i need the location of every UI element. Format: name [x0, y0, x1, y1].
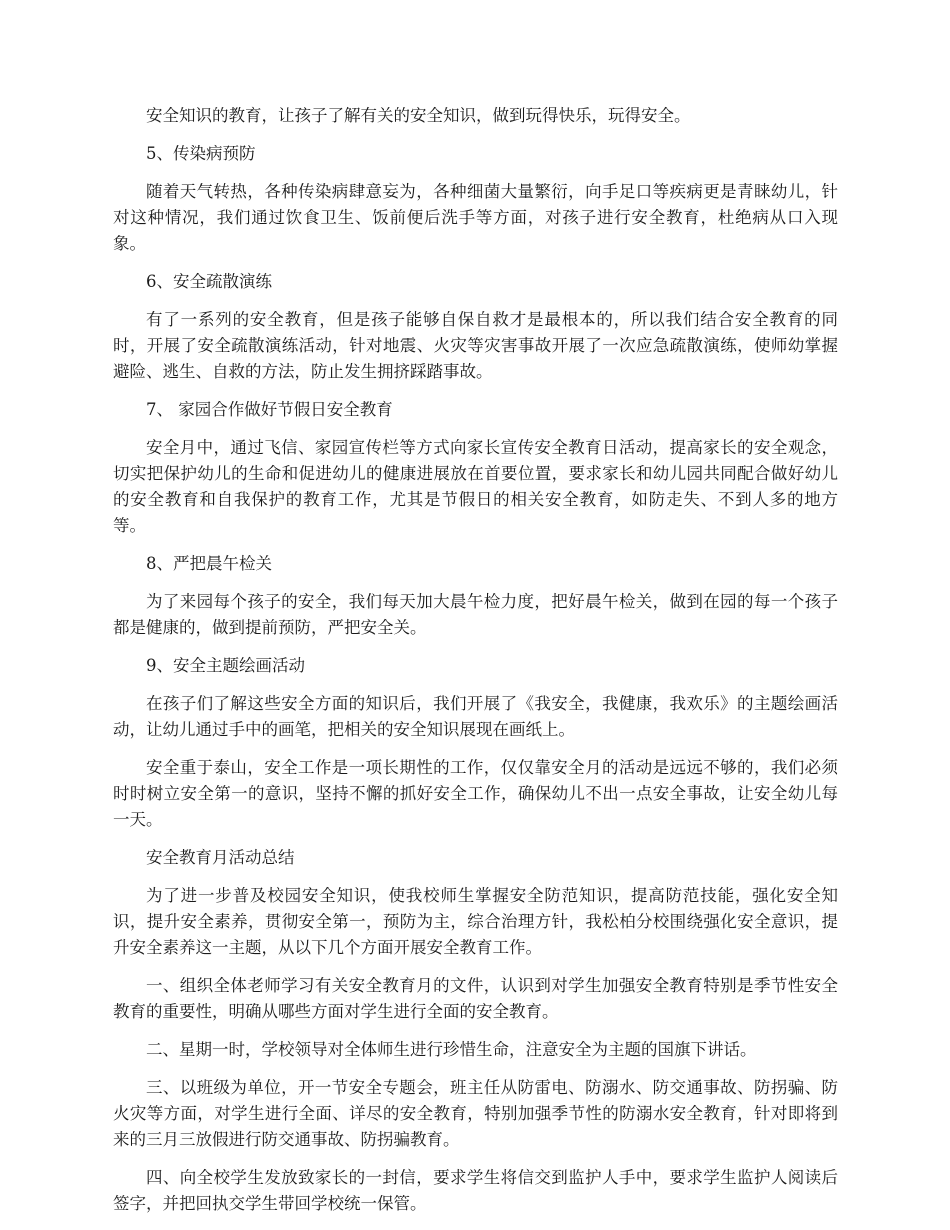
section-heading: 9、安全主题绘画活动 — [146, 656, 305, 675]
paragraph: 为了进一步普及校园安全知识，使我校师生掌握安全防范知识，提高防范技能，强化安全知识，提升安全素养，贯彻安全第一，预防为主，综合治理方针，我松柏分校围绕强化安全意识，提升安全素养这一主题，从以下几个方面开展安全教育工作。 — [113, 886, 838, 957]
section-heading: 8、严把晨午检关 — [146, 554, 272, 573]
paragraph: 三、以班级为单位，开一节安全专题会，班主任从防雷电、防溺水、防交通事故、防拐骗、防火灾等方面，对学生进行全面、详尽的安全教育，特别加强季节性的防溺水安全教育，针对即将到来的三月三放假进行防交通事故、防拐骗教育。 — [113, 1078, 838, 1149]
paragraph: 在孩子们了解这些安全方面的知识后，我们开展了《我安全，我健康，我欢乐》的主题绘画活动，让幼儿通过手中的画笔，把相关的安全知识展现在画纸上。 — [113, 694, 838, 739]
section-heading: 7、 家园合作做好节假日安全教育 — [146, 400, 393, 419]
paragraph: 四、向全校学生发放致家长的一封信，要求学生将信交到监护人手中，要求学生监护人阅读后签字，并把回执交学生带回学校统一保管。 — [113, 1168, 838, 1213]
paragraph: 为了来园每个孩子的安全，我们每天加大晨午检力度，把好晨午检关，做到在园的每一个孩子都是健康的，做到提前预防，严把安全关。 — [113, 592, 838, 637]
section-heading: 5、传染病预防 — [146, 144, 256, 163]
section-heading: 6、安全疏散演练 — [146, 272, 272, 291]
paragraph: 随着天气转热，各种传染病肆意妄为，各种细菌大量繁衍，向手足口等疾病更是青睐幼儿，针对这种情况，我们通过饮食卫生、饭前便后洗手等方面，对孩子进行安全教育，杜绝病从口入现象。 — [113, 182, 838, 253]
paragraph: 安全知识的教育，让孩子了解有关的安全知识，做到玩得快乐，玩得安全。 — [146, 106, 691, 125]
section-heading: 安全教育月活动总结 — [146, 848, 295, 867]
paragraph: 安全重于泰山，安全工作是一项长期性的工作，仅仅靠安全月的活动是远远不够的，我们必须时时树立安全第一的意识，坚持不懈的抓好安全工作，确保幼儿不出一点安全事故，让安全幼儿每一天。 — [113, 758, 838, 829]
paragraph: 二、星期一时，学校领导对全体师生进行珍惜生命，注意安全为主题的国旗下讲话。 — [146, 1040, 757, 1059]
paragraph: 一、组织全体老师学习有关安全教育月的文件，认识到对学生加强安全教育特别是季节性安全教育的重要性，明确从哪些方面对学生进行全面的安全教育。 — [113, 976, 838, 1021]
paragraph: 安全月中，通过飞信、家园宣传栏等方式向家长宣传安全教育日活动，提高家长的安全观念，切实把保护幼儿的生命和促进幼儿的健康进展放在首要位置，要求家长和幼儿园共同配合做好幼儿的安全教育和自我保护的教育工作，尤其是节假日的相关安全教育，如防走失、不到人多的地方等。 — [113, 438, 838, 535]
paragraph: 有了一系列的安全教育，但是孩子能够自保自救才是最根本的，所以我们结合安全教育的同时，开展了安全疏散演练活动，针对地震、火灾等灾害事故开展了一次应急疏散演练，使师幼掌握避险、逃生、自救的方法，防止发生拥挤踩踏事故。 — [113, 310, 838, 381]
document-page — [113, 103, 838, 1229]
